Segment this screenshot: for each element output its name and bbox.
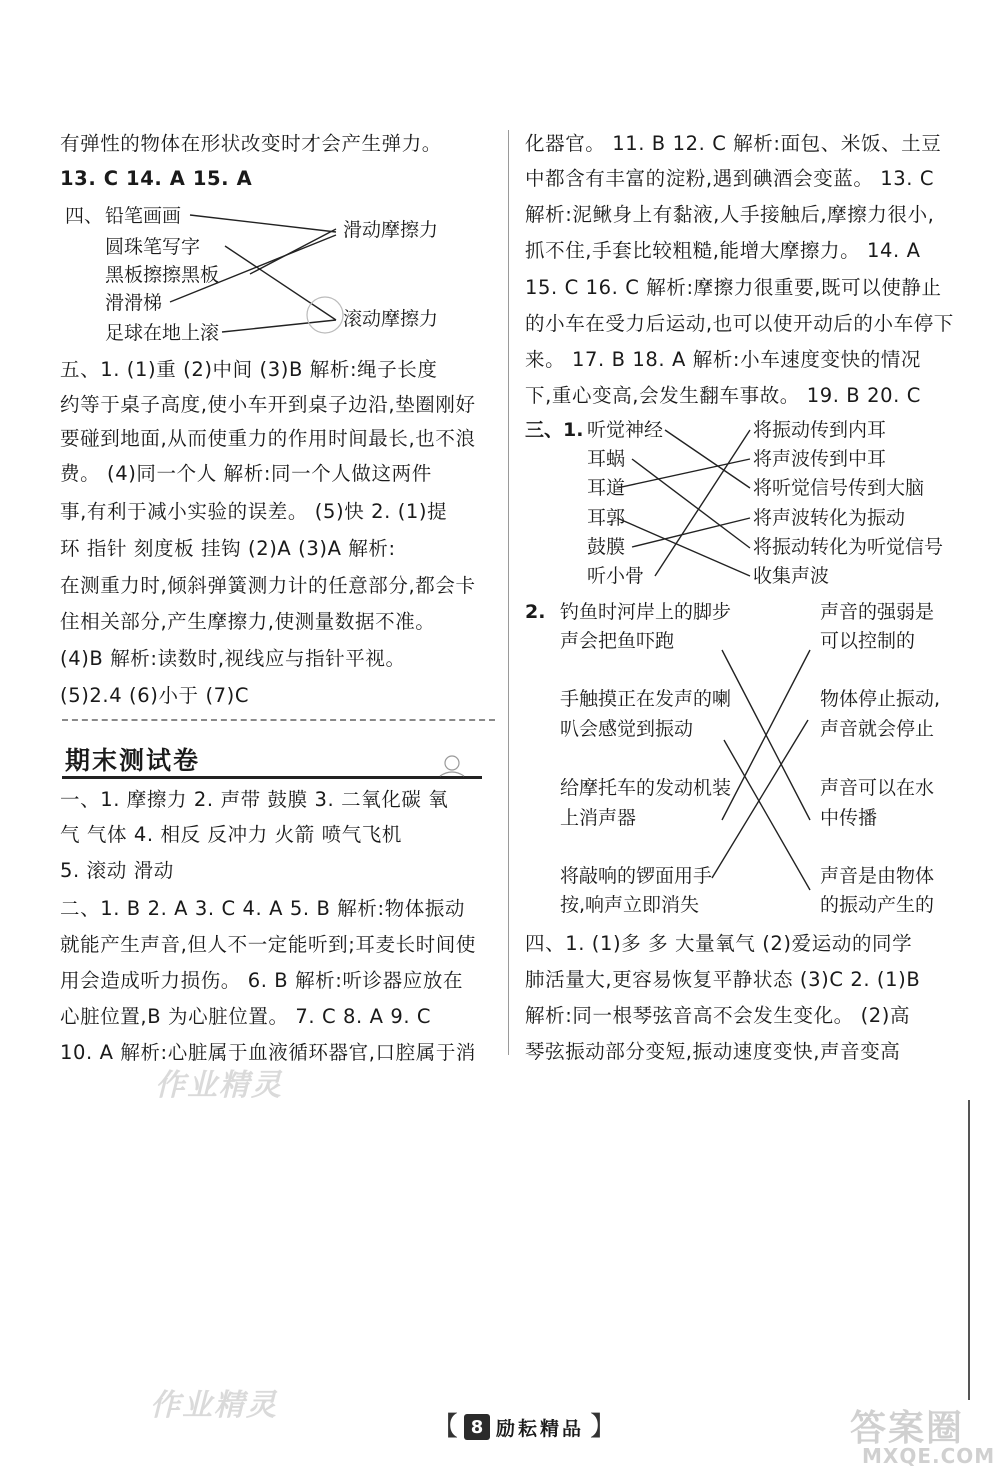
match-left-item: 滑滑梯 [105, 292, 163, 314]
match-left-item: 手触摸正在发声的喇 [560, 688, 732, 710]
text-line: 化器官。 11. B 12. C 解析:面包、米饭、土豆 [525, 132, 942, 155]
match-left-item: 耳郭 [587, 507, 626, 529]
text-line: 中都含有丰富的淀粉,遇到碘酒会变蓝。 13. C [525, 167, 935, 190]
text-line: 一、1. 摩擦力 2. 声带 鼓膜 3. 二氧化碳 氧 [60, 788, 449, 811]
match-left-item: 声会把鱼吓跑 [560, 630, 675, 652]
text-line: 就能产生声音,但人不一定能听到;耳麦长时间使 [60, 933, 476, 956]
decoration-icon [440, 756, 464, 776]
stamp-mark [307, 297, 343, 333]
text-line: 的小车在受力后运动,也可以使开动后的小车停下 [525, 312, 954, 335]
match-line [190, 215, 336, 232]
match-left-item: 耳道 [587, 477, 626, 499]
match-right-item: 收集声波 [753, 565, 830, 587]
match-left-item: 足球在地上滚 [105, 322, 220, 344]
text-line: 要碰到地面,从而使重力的作用时间最长,也不浪 [60, 427, 476, 450]
text-line: 解析:泥鳅身上有黏液,人手接触后,摩擦力很小, [525, 203, 935, 226]
text-line: 解析:同一根琴弦音高不会发生变化。 (2)高 [525, 1004, 911, 1027]
match-right-item: 中传播 [820, 807, 878, 829]
match-line [617, 518, 750, 576]
match-left-item: 黑板擦擦黑板 [105, 264, 220, 286]
match-left-item: 鼓膜 [587, 536, 626, 558]
match-left-item: 铅笔画画 [105, 205, 182, 227]
question-number: 2. [525, 601, 546, 623]
match-right-item: 的振动产生的 [820, 894, 935, 916]
text-line: 四、1. (1)多 多 大量氧气 (2)爱运动的同学 [525, 932, 913, 955]
brand-name: 励耘精品 [496, 1417, 585, 1440]
text-line: 事,有利于减小实验的误差。 (5)快 2. (1)提 [60, 500, 448, 523]
text-line: 五、1. (1)重 (2)中间 (3)B 解析:绳子长度 [60, 358, 438, 381]
text-line: 10. A 解析:心脏属于血液循环器官,口腔属于消 [60, 1041, 477, 1064]
match-right-item: 物体停止振动, [820, 688, 941, 710]
question-number: 三、1. [525, 419, 584, 441]
site-watermark: 答案圈 [850, 1408, 965, 1449]
page-footer [432, 1412, 616, 1442]
text-line: 下,重心变高,会发生翻车事故。 19. B 20. C [525, 384, 921, 407]
text-line: 有弹性的物体在形状改变时才会产生弹力。 [60, 132, 442, 155]
text-line: 住相关部分,产生摩擦力,使测量数据不准。 [60, 610, 436, 633]
match-line [222, 320, 336, 332]
text-line: 环 指针 刻度板 挂钩 (2)A (3)A 解析: [60, 537, 396, 560]
text-line: 用会造成听力损伤。 6. B 解析:听诊器应放在 [60, 969, 464, 992]
text-line: 15. C 16. C 解析:摩擦力很重要,既可以使静止 [525, 276, 942, 299]
answer-line: 13. C 14. A 15. A [60, 167, 253, 190]
text-line: 费。 (4)同一个人 解析:同一个人做这两件 [60, 462, 432, 485]
match-right-item: 声音就会停止 [820, 718, 935, 740]
match-left-item: 上消声器 [560, 807, 637, 829]
bracket-left: 【 [432, 1412, 459, 1442]
match-right-item: 滑动摩擦力 [343, 219, 439, 241]
match-left-item: 耳蜗 [587, 448, 626, 470]
match-line [170, 235, 336, 302]
text-line: (4)B 解析:读数时,视线应与指针平视。 [60, 647, 406, 670]
match-right-item: 将听觉信号传到大脑 [753, 477, 925, 499]
match-right-item: 声音是由物体 [820, 865, 935, 887]
bracket-right: 】 [590, 1412, 617, 1442]
match-line [655, 430, 750, 576]
match-right-item: 声音可以在水 [820, 777, 935, 799]
text-line: 约等于桌子高度,使小车开到桌子边沿,垫圈刚好 [60, 393, 476, 416]
match-right-item: 将声波转化为振动 [753, 507, 906, 529]
match-left-item: 钓鱼时河岸上的脚步 [560, 601, 732, 623]
site-watermark-url: MXQE.COM [862, 1444, 996, 1468]
match-right-item: 滚动摩擦力 [343, 308, 439, 330]
text-line: 肺活量大,更容易恢复平静状态 (3)C 2. (1)B [525, 968, 921, 991]
faint-watermark: 作业精灵 [150, 1388, 278, 1423]
text-line: 在测重力时,倾斜弹簧测力计的任意部分,都会卡 [60, 574, 476, 597]
match-left-item: 将敲响的锣面用手 [560, 865, 713, 887]
text-line: 二、1. B 2. A 3. C 4. A 5. B 解析:物体振动 [60, 897, 466, 920]
match-left-item: 叭会感觉到振动 [560, 718, 694, 740]
text-line: (5)2.4 (6)小于 (7)C [60, 684, 250, 707]
match-left-item: 给摩托车的发动机装 [560, 777, 732, 799]
match-line [724, 740, 810, 890]
text-line: 琴弦振动部分变短,振动速度变快,声音变高 [525, 1040, 901, 1063]
text-line: 抓不住,手套比较粗糙,能增大摩擦力。 14. A [525, 239, 921, 262]
section-title: 期末测试卷 [65, 746, 201, 775]
page-number: 8 [464, 1414, 490, 1440]
text-line: 心脏位置,B 为心脏位置。 7. C 8. A 9. C [60, 1005, 432, 1028]
match-right-item: 声音的强弱是 [820, 601, 935, 623]
page-edge [968, 1100, 970, 1400]
match-line [665, 430, 750, 488]
text-line: 来。 17. B 18. A 解析:小车速度变快的情况 [525, 348, 922, 371]
match-right-item: 可以控制的 [820, 630, 916, 652]
question-number: 四、 [65, 205, 104, 227]
match-left-item: 听小骨 [587, 565, 645, 587]
match-left-item: 圆珠笔写字 [105, 236, 201, 258]
match-right-item: 将振动转化为听觉信号 [753, 536, 944, 558]
match-right-item: 将振动传到内耳 [753, 419, 887, 441]
match-left-item: 听觉神经 [587, 419, 664, 441]
match-line [250, 229, 336, 274]
text-line: 5. 滚动 滑动 [60, 859, 174, 882]
match-left-item: 按,响声立即消失 [560, 894, 700, 916]
text-line: 气 气体 4. 相反 反冲力 火箭 喷气飞机 [60, 823, 402, 846]
faint-watermark: 作业精灵 [155, 1068, 283, 1103]
match-right-item: 将声波传到中耳 [753, 448, 887, 470]
